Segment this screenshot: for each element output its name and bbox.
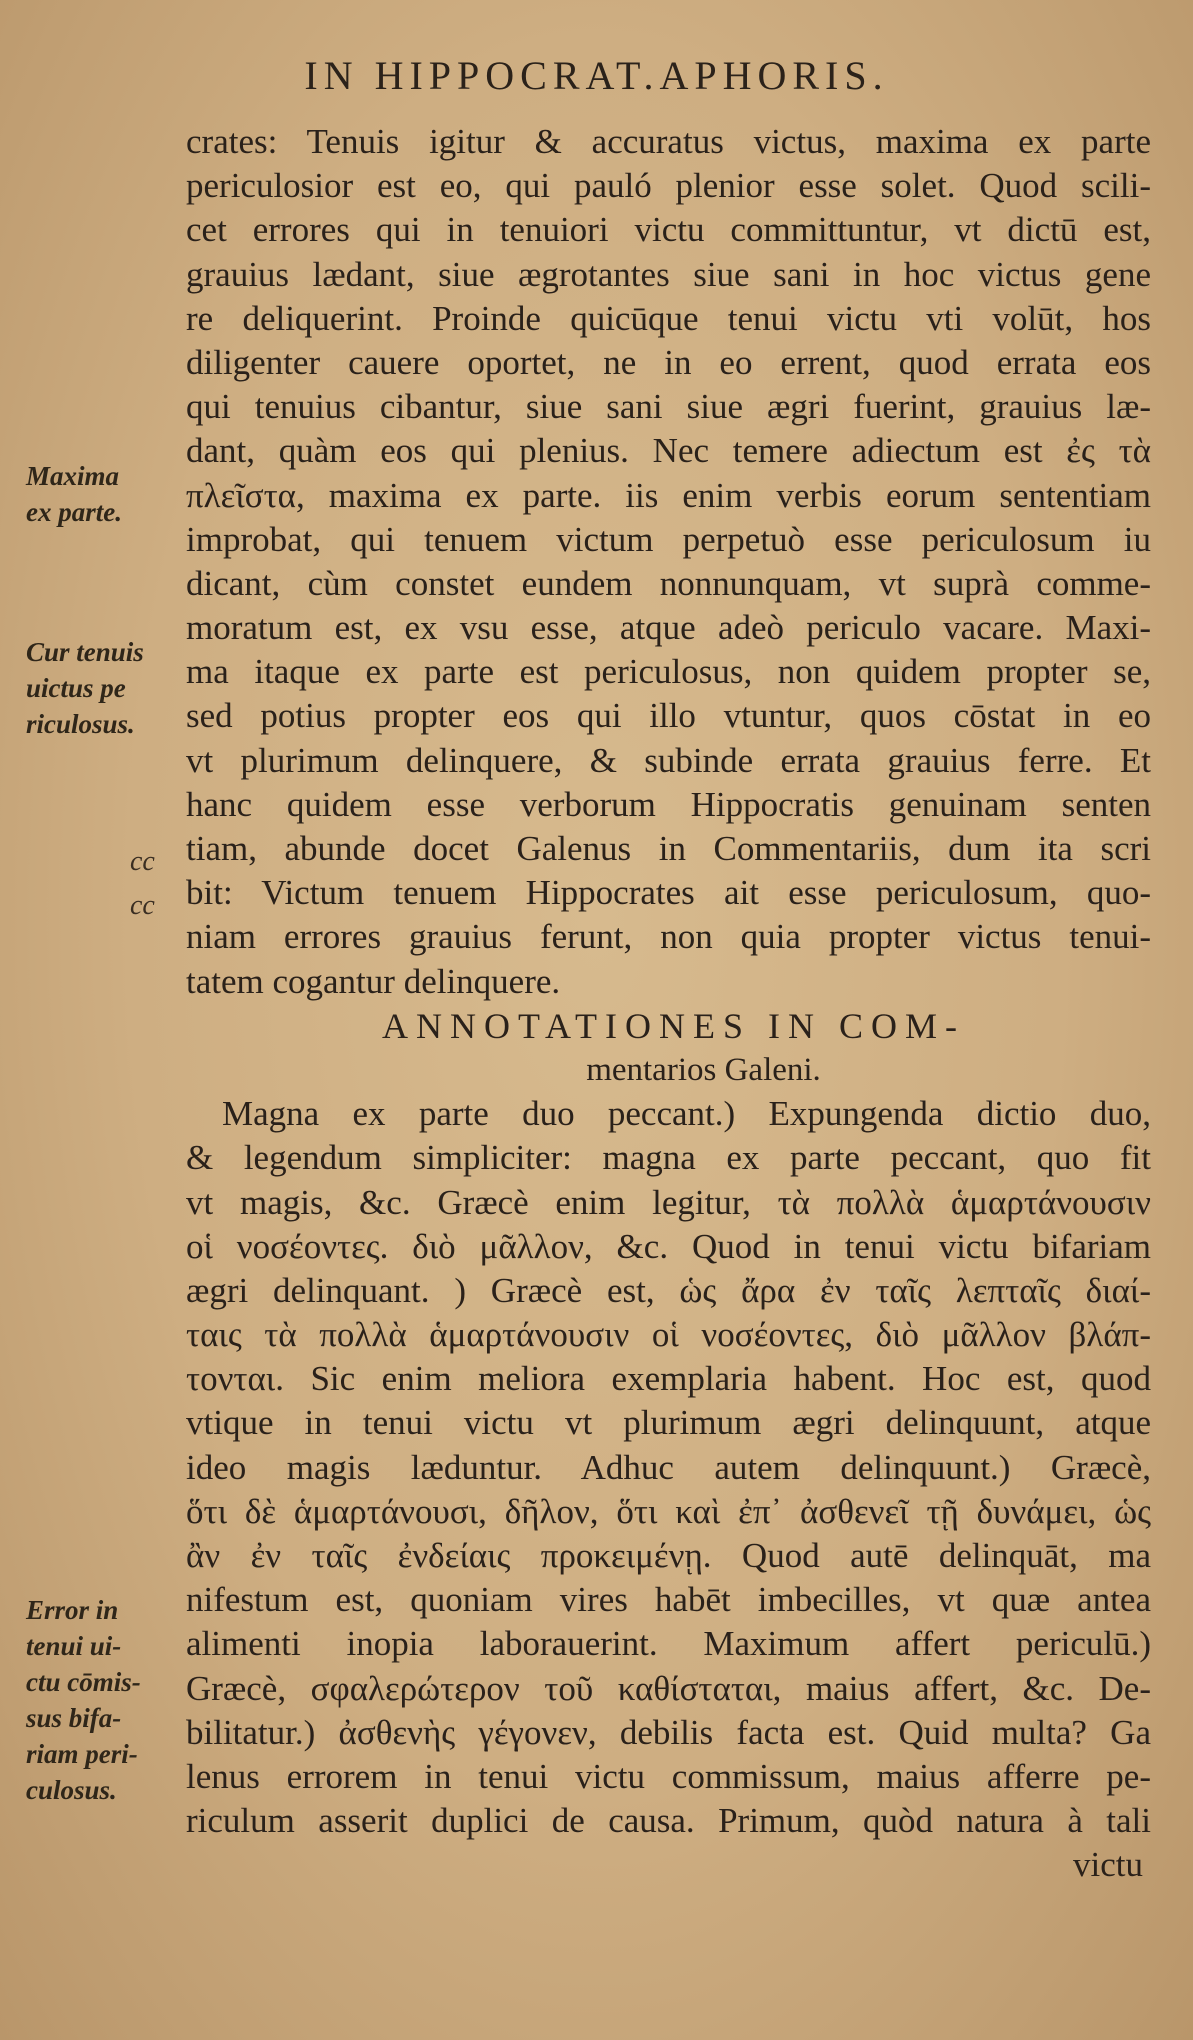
section-subheading: mentarios Galeni. [586,1051,821,1088]
margin-note-line: sus bifa- [26,1703,122,1733]
text-line: alimenti inopia laborauerint. Maximum affert periculū.) [186,1624,1151,1664]
margin-note-line: tenui ui- [26,1631,122,1661]
text-line: ἂν ἐν ταῖς ἐνδείαις προκειμένῃ. Quod autē delinquāt, ma [186,1536,1151,1575]
margin-note-cur-tenuis [26,634,186,742]
text-line: re deliquerint. Proinde quicūque tenui victu vti volūt, hos [186,298,1151,338]
text-line: nifestum est, quoniam vires habēt imbecilles, vt quæ antea [186,1580,1151,1620]
text-line: crates: Tenuis igitur & accuratus victus, maxima ex parte [186,122,1151,161]
text-line: niam errores grauius ferunt, non quia propter victus tenui- [186,917,1151,957]
text-line: ταις τὰ πολλὰ ἁμαρτάνουσιν οἱ νοσέοντες, διὸ μᾶλλον βλάπ- [186,1315,1151,1355]
text-line: οἱ νοσέοντες. διὸ μᾶλλον, &c. Quod in tenui victu bifariam [186,1226,1151,1266]
text-line: vt magis, &c. Græcè enim legitur, τὰ πολλὰ ἁμαρτάνουσιν [186,1182,1151,1222]
text-line: πλεῖστα, maxima ex parte. iis enim verbis eorum sententiam [186,475,1151,515]
text-line: improbat, qui tenuem victum perpetuò esse periculosum iu [186,519,1151,559]
text-line: periculosior est eo, qui pauló plenior esse solet. Quod scili- [186,166,1151,206]
text-line: dant, quàm eos qui plenius. Nec temere adiectum est ἐς τὰ [186,431,1151,471]
text-line: ma itaque ex parte est periculosus, non quidem propter se, [186,652,1151,692]
body-paragraph-bottom [186,1092,1151,1843]
text-line: ideo magis læduntur. Adhuc autem delinquunt.) Græcè, [186,1447,1151,1487]
body-paragraph-top [186,120,1151,1004]
text-line: riculum asserit duplici de causa. Primum, quòd natura à tali [186,1801,1151,1841]
margin-note-error-in-tenui [26,1592,186,1808]
quote-mark: cc [130,846,155,877]
margin-note-line: Maxima [26,461,120,491]
running-head: IN HIPPOCRAT.APHORIS. [304,53,889,98]
margin-note-line: riculosus. [26,709,135,739]
quote-mark: cc [130,890,155,921]
text-line: tatem cogantur delinquere. [186,961,561,1001]
text-line: ὅτι δὲ ἁμαρτάνουσι, δῆλον, ὅτι καὶ ἐπ᾽ ἀσθενεῖ τῇ δυνάμει, ὡς [186,1491,1151,1531]
text-line: vtique in tenui victu vt plurimum ægri delinquunt, atque [186,1403,1151,1443]
catchword: victu [1073,1845,1143,1885]
text-line: moratum est, ex vsu esse, atque adeò periculo vacare. Maxi- [186,608,1151,648]
text-line: bit: Victum tenuem Hippocrates ait esse periculosum, quo- [186,873,1151,913]
text-line: ægri delinquant. ) Græcè est, ὡς ἄρα ἐν ταῖς λεπταῖς διαί- [186,1270,1151,1310]
margin-note-line: ex parte. [26,497,122,527]
text-line: sed potius propter eos qui illo vtuntur, quos cōstat in eo [186,696,1151,736]
margin-note-line: riam peri- [26,1739,138,1769]
text-line: dicant, cùm constet eundem nonnunquam, vt suprà comme- [186,563,1151,603]
margin-note-line: culosus. [26,1775,117,1805]
margin-note-line: ctu cōmis- [26,1667,141,1697]
margin-note-line: Cur tenuis [26,637,144,667]
text-line: bilitatur.) ἀσθενὴς γέγονεν, debilis facta est. Quid multa? Ga [186,1712,1151,1752]
section-heading: ANNOTATIONES IN COM- [381,1005,966,1046]
text-line: qui tenuius cibantur, siue sani siue ægri fuerint, grauius læ- [186,387,1151,427]
text-line: lenus errorem in tenui victu commissum, maius afferre pe- [186,1756,1151,1796]
text-line: Græcè, σφαλερώτερον τοῦ καθίσταται, maius affert, &c. De- [186,1668,1151,1708]
text-line: hanc quidem esse verborum Hippocratis genuinam senten [186,784,1151,824]
margin-note-maxima [26,458,186,530]
margin-note-line: uictus pe [26,673,126,703]
main-text-block [186,120,1151,1888]
margin-note-line: Error in [26,1595,119,1625]
text-line: grauius lædant, siue ægrotantes siue sani in hoc victus gene [186,254,1151,294]
text-line: tiam, abunde docet Galenus in Commentariis, dum ita scri [186,829,1151,868]
text-line: cet errores qui in tenuiori victu committuntur, vt dictū est, [186,210,1151,250]
text-line: vt plurimum delinquere, & subinde errata grauius ferre. Et [186,740,1151,780]
text-line: τονται. Sic enim meliora exemplaria habent. Hoc est, quod [186,1359,1151,1399]
text-line: diligenter cauere oportet, ne in eo errent, quod errata eos [186,342,1151,382]
text-line: Magna ex parte duo peccant.) Expungenda dictio duo, [222,1094,1151,1134]
text-line: & legendum simpliciter: magna ex parte peccant, quo fit [186,1138,1151,1178]
